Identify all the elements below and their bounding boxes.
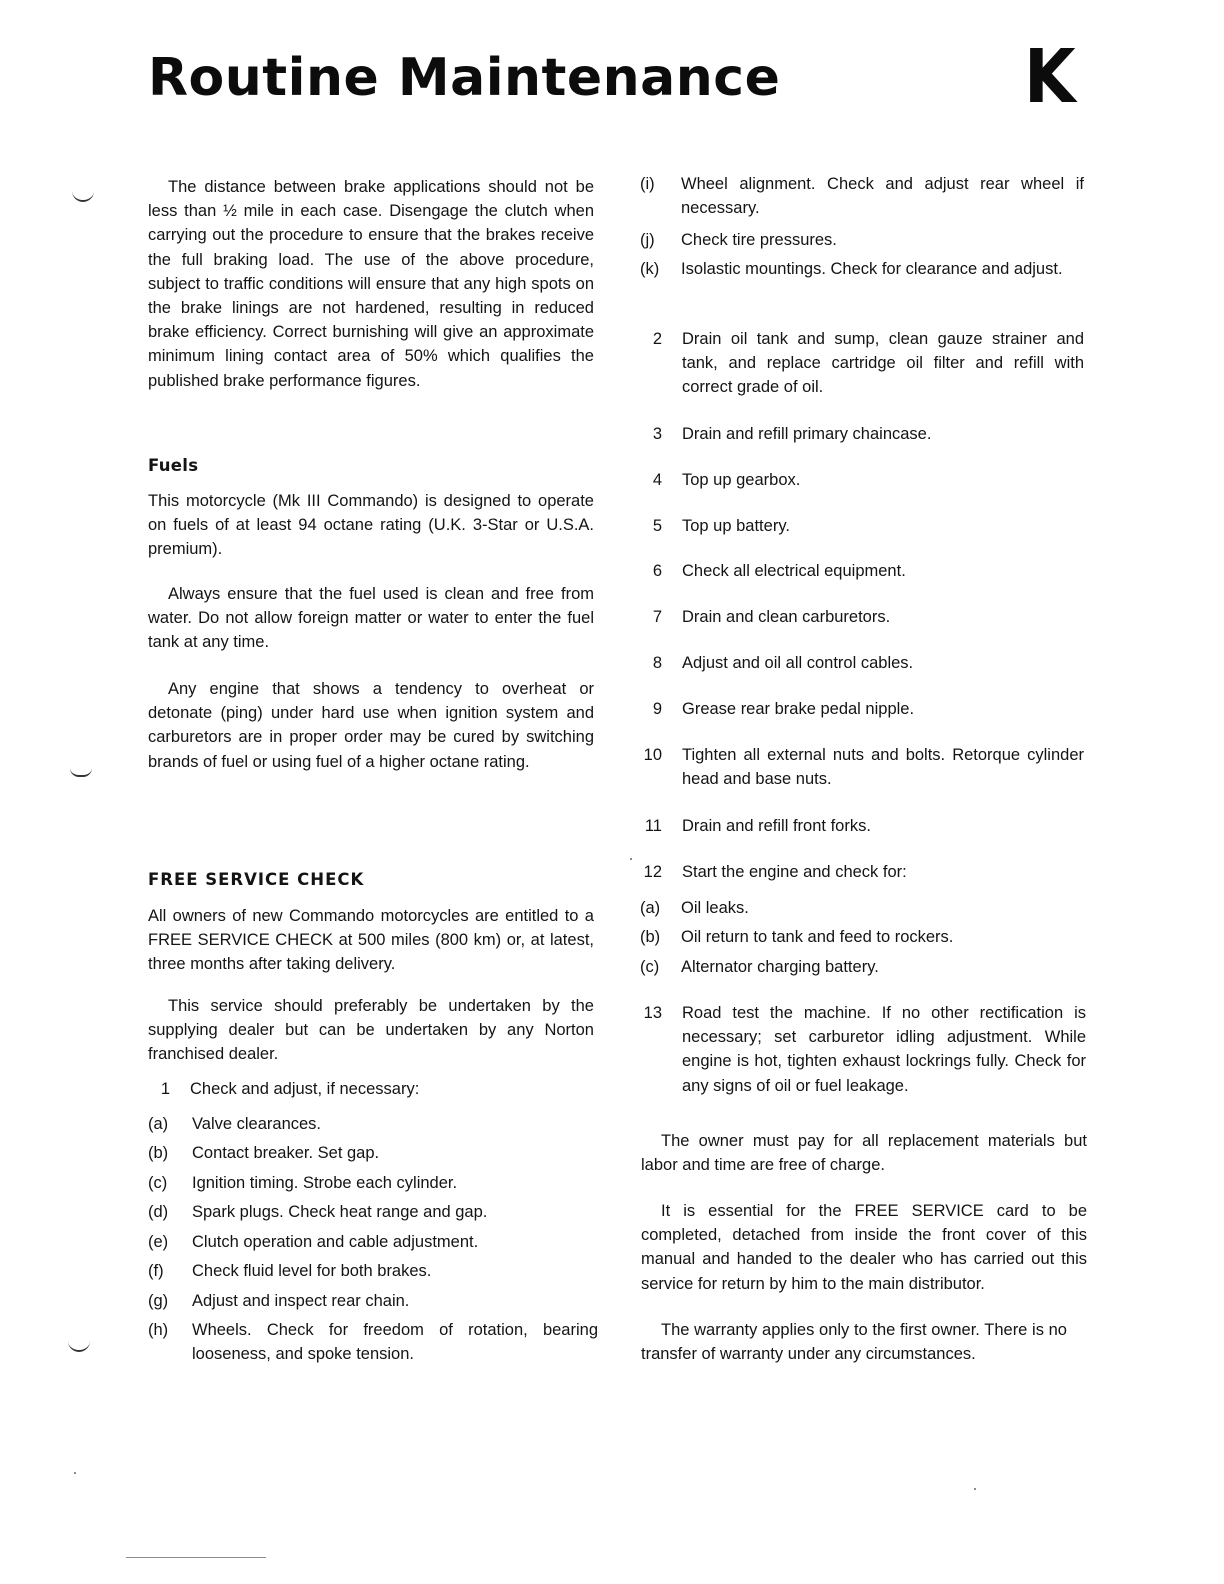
page-title: Routine Maintenance [148, 48, 781, 108]
sub-item-label: (c) [640, 958, 660, 976]
sub-item [148, 1259, 598, 1283]
step-number: 9 [652, 700, 662, 718]
warranty-paragraph: The owner must pay for all replacement materials but labor and time are free of charge. [641, 1132, 1087, 1175]
section-letter: K [1024, 34, 1076, 120]
step-number: 4 [652, 471, 662, 489]
sub-item-label: (j) [640, 231, 655, 249]
step-item [640, 860, 1084, 884]
step-number: 1 [160, 1080, 170, 1098]
sub-item [148, 1318, 598, 1366]
step-text: Start the engine and check for: [682, 863, 907, 881]
sub-item [148, 1112, 598, 1136]
sub-item-label: (k) [640, 260, 660, 278]
step-text: Drain and clean carburetors. [682, 608, 891, 626]
step-item [640, 327, 1084, 400]
step-number: 11 [644, 817, 662, 835]
sub-item-label: (a) [640, 899, 661, 917]
step-item [640, 559, 1084, 583]
step-item [640, 605, 1084, 629]
step-number: 12 [643, 863, 662, 881]
sub-item [640, 228, 1084, 252]
step-text: Tighten all external nuts and bolts. Retorque cylinder head and base nuts. [682, 746, 1084, 789]
fuels-paragraph: This motorcycle (Mk III Commando) is designed to operate on fuels of at least 94 octane rating (U.K. 3-Star or U.S.A. premium). [148, 492, 594, 559]
sub-item-label: (i) [640, 175, 655, 193]
step-number: 6 [652, 562, 662, 580]
sub-item-text: Check tire pressures. [681, 231, 837, 249]
step-number: 8 [652, 654, 662, 672]
step-text: Road test the machine. If no other rectification is necessary; set carburetor idling adjustment. While engine is hot, tighten exhaust lockrings fully. Check for any signs of oil or fuel leakage. [682, 1004, 1086, 1095]
sub-item [148, 1289, 598, 1313]
sub-item [148, 1200, 598, 1224]
sub-item-label: (b) [148, 1144, 169, 1162]
sub-item-label: (d) [148, 1203, 169, 1221]
step-text: Check and adjust, if necessary: [190, 1080, 420, 1098]
fuels-paragraph: Always ensure that the fuel used is clean and free from water. Do not allow foreign matter or water to enter the fuel tank at any time. [148, 585, 594, 652]
scan-mark [72, 190, 94, 202]
fuels-heading: Fuels [148, 456, 199, 475]
sub-item-label: (c) [148, 1174, 168, 1192]
sub-item [640, 257, 1084, 281]
sub-item-label: (a) [148, 1115, 169, 1133]
step-text: Adjust and oil all control cables. [682, 654, 914, 672]
sub-item-text: Contact breaker. Set gap. [192, 1144, 380, 1162]
page-footer-line [126, 1557, 266, 1558]
sub-item [148, 1141, 598, 1165]
step-number: 7 [652, 608, 662, 626]
sub-item-text: Wheel alignment. Check and adjust rear wheel if necessary. [681, 175, 1084, 218]
sub-item-text: Wheels. Check for freedom of rotation, bearing looseness, and spoke tension. [192, 1321, 598, 1364]
step-text: Drain and refill primary chaincase. [682, 425, 932, 443]
step-item [640, 468, 1084, 492]
sub-item-text: Ignition timing. Strobe each cylinder. [192, 1174, 458, 1192]
scan-speck [74, 1472, 76, 1474]
sub-item-label: (g) [148, 1292, 169, 1310]
step-number: 13 [643, 1004, 662, 1022]
sub-item [148, 1230, 598, 1254]
step-number: 5 [652, 517, 662, 535]
step-text: Top up gearbox. [682, 471, 801, 489]
free-service-paragraph: This service should preferably be undertaken by the supplying dealer but can be undertaken by any Norton franchised dealer. [148, 997, 594, 1064]
step-item [640, 514, 1084, 538]
sub-item-label: (b) [640, 928, 661, 946]
step-text: Drain oil tank and sump, clean gauze strainer and tank, and replace cartridge oil filter and refill with correct grade of oil. [682, 330, 1084, 397]
free-service-check-heading: FREE SERVICE CHECK [148, 870, 365, 889]
sub-item-text: Oil leaks. [681, 899, 749, 917]
step-text: Top up battery. [682, 517, 790, 535]
step-item [640, 743, 1084, 791]
step-item [640, 697, 1084, 721]
sub-item-text: Alternator charging battery. [681, 958, 879, 976]
scan-speck [630, 858, 632, 860]
step-number: 10 [643, 746, 662, 764]
step-text: Grease rear brake pedal nipple. [682, 700, 915, 718]
step-text: Drain and refill front forks. [682, 817, 871, 835]
step-number: 2 [652, 330, 662, 348]
warranty-paragraph: The warranty applies only to the first owner. There is no transfer of warranty under any circumstances. [641, 1321, 1067, 1364]
sub-item-text: Spark plugs. Check heat range and gap. [192, 1203, 488, 1221]
sub-item-text: Check fluid level for both brakes. [192, 1262, 432, 1280]
step-item [148, 1077, 594, 1101]
scan-mark [68, 1340, 90, 1352]
sub-item-text: Isolastic mountings. Check for clearance and adjust. [681, 260, 1063, 278]
sub-item-text: Clutch operation and cable adjustment. [192, 1233, 479, 1251]
step-number: 3 [652, 425, 662, 443]
sub-item-text: Valve clearances. [192, 1115, 322, 1133]
scan-speck [974, 1488, 976, 1490]
warranty-paragraph: It is essential for the FREE SERVICE card to be completed, detached from inside the front cover of this manual and handed to the dealer who has carried out this service for return by him to the main distributor. [641, 1202, 1087, 1293]
step-item [640, 651, 1084, 675]
step-item [640, 814, 1084, 838]
sub-item [640, 896, 1084, 920]
step-item [640, 1001, 1086, 1098]
sub-item-text: Oil return to tank and feed to rockers. [681, 928, 954, 946]
sub-item-label: (f) [148, 1262, 164, 1280]
sub-item [640, 955, 1084, 979]
sub-item [640, 925, 1084, 949]
sub-item-text: Adjust and inspect rear chain. [192, 1292, 410, 1310]
scan-mark [70, 768, 92, 777]
sub-item [640, 172, 1084, 220]
step-text: Check all electrical equipment. [682, 562, 906, 580]
free-service-paragraph: All owners of new Commando motorcycles are entitled to a FREE SERVICE CHECK at 500 miles (800 km) or, at latest, three months after taking delivery. [148, 907, 594, 974]
fuels-paragraph: Any engine that shows a tendency to overheat or detonate (ping) under hard use when ignition system and carburetors are in proper order may be cured by switching brands of fuel or using fuel of a higher octane rating. [148, 680, 594, 771]
intro-paragraph: The distance between brake applications should not be less than ½ mile in each case. Disengage the clutch when carrying out the procedure to ensure that the brakes receive the full braking load. The use of the above procedure, subject to traffic conditions will ensure that any high spots on the brake linings are not hardened, resulting in reduced brake efficiency. Correct burnishing will give an approximate minimum lining contact area of 50% which qualifies the published brake performance figures. [148, 178, 594, 390]
sub-item-label: (h) [148, 1321, 169, 1339]
sub-item [148, 1171, 598, 1195]
sub-item-label: (e) [148, 1233, 169, 1251]
step-item [640, 422, 1084, 446]
